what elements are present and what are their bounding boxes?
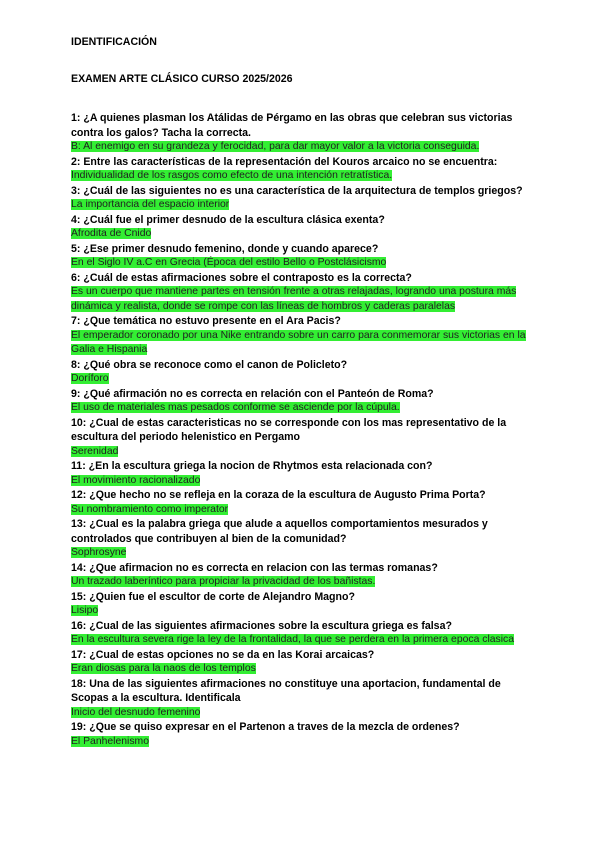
answer-line — [71, 227, 530, 242]
question-text: 9: ¿Qué afirmación no es correcta en relación con el Panteón de Roma? — [71, 387, 434, 400]
highlighted-answer: Un trazado laberíntico para propiciar la privacidad de los bañistas. — [71, 576, 376, 587]
question-block — [71, 242, 530, 271]
answer-line — [71, 546, 530, 561]
question-block — [71, 488, 530, 517]
question-block — [71, 720, 530, 749]
highlighted-answer: Eran diosas para la naos de los templos — [71, 663, 256, 674]
question-text: 14: ¿Que afirmacion no es correcta en relacion con las termas romanas? — [71, 561, 438, 574]
question-block — [71, 677, 530, 721]
question-block — [71, 213, 530, 242]
answer-line — [71, 198, 530, 213]
highlighted-answer: Sophrosyne — [71, 547, 127, 558]
question-text: 15: ¿Quien fue el escultor de corte de Alejandro Magno? — [71, 590, 355, 603]
highlighted-answer: Afrodita de Cnido — [71, 228, 152, 239]
highlighted-answer: Su nombramiento como imperator — [71, 503, 229, 515]
question-text: 12: ¿Que hecho no se refleja en la coraza de la escultura de Augusto Prima Porta? — [71, 489, 486, 501]
question-text: 17: ¿Cual de estas opciones no se da en las Korai arcaicas? — [71, 648, 375, 661]
question-block — [71, 590, 530, 619]
question-text: 19: ¿Que se quiso expresar en el Partenon a traves de la mezcla de ordenes? — [71, 721, 460, 733]
highlighted-answer: Serenidad — [71, 445, 119, 457]
highlighted-answer: La importancia del espacio interior — [71, 199, 230, 210]
identification-heading: IDENTIFICACIÓN — [71, 36, 157, 48]
answer-line — [71, 503, 530, 518]
highlighted-answer: B: Al enemigo en su grandeza y ferocidad, para dar mayor valor a la victoria conseguida. — [71, 141, 480, 152]
answer-line — [71, 662, 530, 677]
question-block — [71, 517, 530, 561]
question-text: 5: ¿Ese primer desnudo femenino, donde y cuando aparece? — [71, 242, 379, 255]
question-text: 1: ¿A quienes plasman los Atálidas de Pérgamo en las obras que celebran sus victorias contra los galos? Tacha la correcta. — [71, 112, 513, 139]
question-block — [71, 561, 530, 590]
answer-line — [71, 329, 530, 358]
question-block — [71, 619, 530, 648]
question-block — [71, 416, 530, 460]
highlighted-answer: Lisipo — [71, 605, 99, 616]
highlighted-answer: En el Siglo IV a.C en Grecia (Época del estilo Bello o Postclásicismo — [71, 257, 387, 268]
question-text: 4: ¿Cuál fue el primer desnudo de la escultura clásica exenta? — [71, 213, 385, 226]
answer-line — [71, 633, 530, 648]
highlighted-answer: El movimiento racionalizado — [71, 474, 201, 486]
question-block — [71, 314, 530, 358]
question-text: 7: ¿Que temática no estuvo presente en el Ara Pacis? — [71, 315, 341, 327]
highlighted-answer: El emperador coronado por una Nike entrando sobre un carro para conmemorar sus victorias en la Galia e Hispania — [71, 329, 526, 355]
question-text: 10: ¿Cual de estas caracteristicas no se corresponde con los mas representativo de la escultura del periodo helenistico en Pergamo — [71, 416, 507, 443]
answer-line — [71, 474, 530, 489]
highlighted-answer: El uso de materiales mas pesados conforme se asciende por la cúpula. — [71, 402, 400, 413]
exam-title: EXAMEN ARTE CLÁSICO CURSO 2025/2026 — [71, 73, 293, 85]
question-block — [71, 387, 530, 416]
question-block — [71, 358, 530, 387]
highlighted-answer: Es un cuerpo que mantiene partes en tensión frente a otras relajadas, logrando una postura más dinámica y realista, donde se rompe con las líneas de hombros y caderas paralelas — [71, 286, 517, 312]
question-text: 18: Una de las siguientes afirmaciones no constituye una aportacion, fundamental de Scopas a la escultura. Identificala — [71, 677, 501, 704]
highlighted-answer: En la escultura severa rige la ley de la frontalidad, la que se perdera en la primera epoca clasica — [71, 634, 515, 645]
question-block — [71, 111, 530, 155]
answer-line — [71, 735, 530, 750]
question-text: 11: ¿En la escultura griega la nocion de Rhytmos esta relacionada con? — [71, 460, 433, 472]
question-text: 13: ¿Cual es la palabra griega que alude a aquellos comportamientos mesurados y controlados que contribuyen al bien de la comunidad? — [71, 518, 488, 545]
question-text: 2: Entre las características de la representación del Kouros arcaico no se encuentra: — [71, 155, 498, 168]
answer-line — [71, 575, 530, 590]
question-text: 8: ¿Qué obra se reconoce como el canon de Policleto? — [71, 358, 348, 371]
question-block — [71, 155, 530, 184]
highlighted-answer: Individualidad de los rasgos como efecto de una intención retratística. — [71, 170, 393, 181]
answer-line — [71, 256, 530, 271]
highlighted-answer: Inicio del desnudo femenino — [71, 706, 201, 718]
question-text: 3: ¿Cuál de las siguientes no es una característica de la arquitectura de templos griegos? — [71, 184, 523, 197]
answer-line — [71, 604, 530, 619]
question-text: 6: ¿Cuál de estas afirmaciones sobre el contraposto es la correcta? — [71, 271, 412, 284]
question-block — [71, 184, 530, 213]
answer-line — [71, 706, 530, 721]
highlighted-answer: Doríforo — [71, 373, 109, 384]
answer-line — [71, 445, 530, 460]
answer-line — [71, 401, 530, 416]
question-text: 16: ¿Cual de las siguientes afirmaciones sobre la escultura griega es falsa? — [71, 619, 452, 632]
answer-line — [71, 140, 530, 155]
answer-line — [71, 169, 530, 184]
question-list — [71, 111, 530, 749]
answer-line — [71, 372, 530, 387]
question-block — [71, 648, 530, 677]
highlighted-answer: El Panhelenismo — [71, 735, 149, 747]
question-block — [71, 271, 530, 315]
question-block — [71, 459, 530, 488]
answer-line — [71, 285, 530, 314]
